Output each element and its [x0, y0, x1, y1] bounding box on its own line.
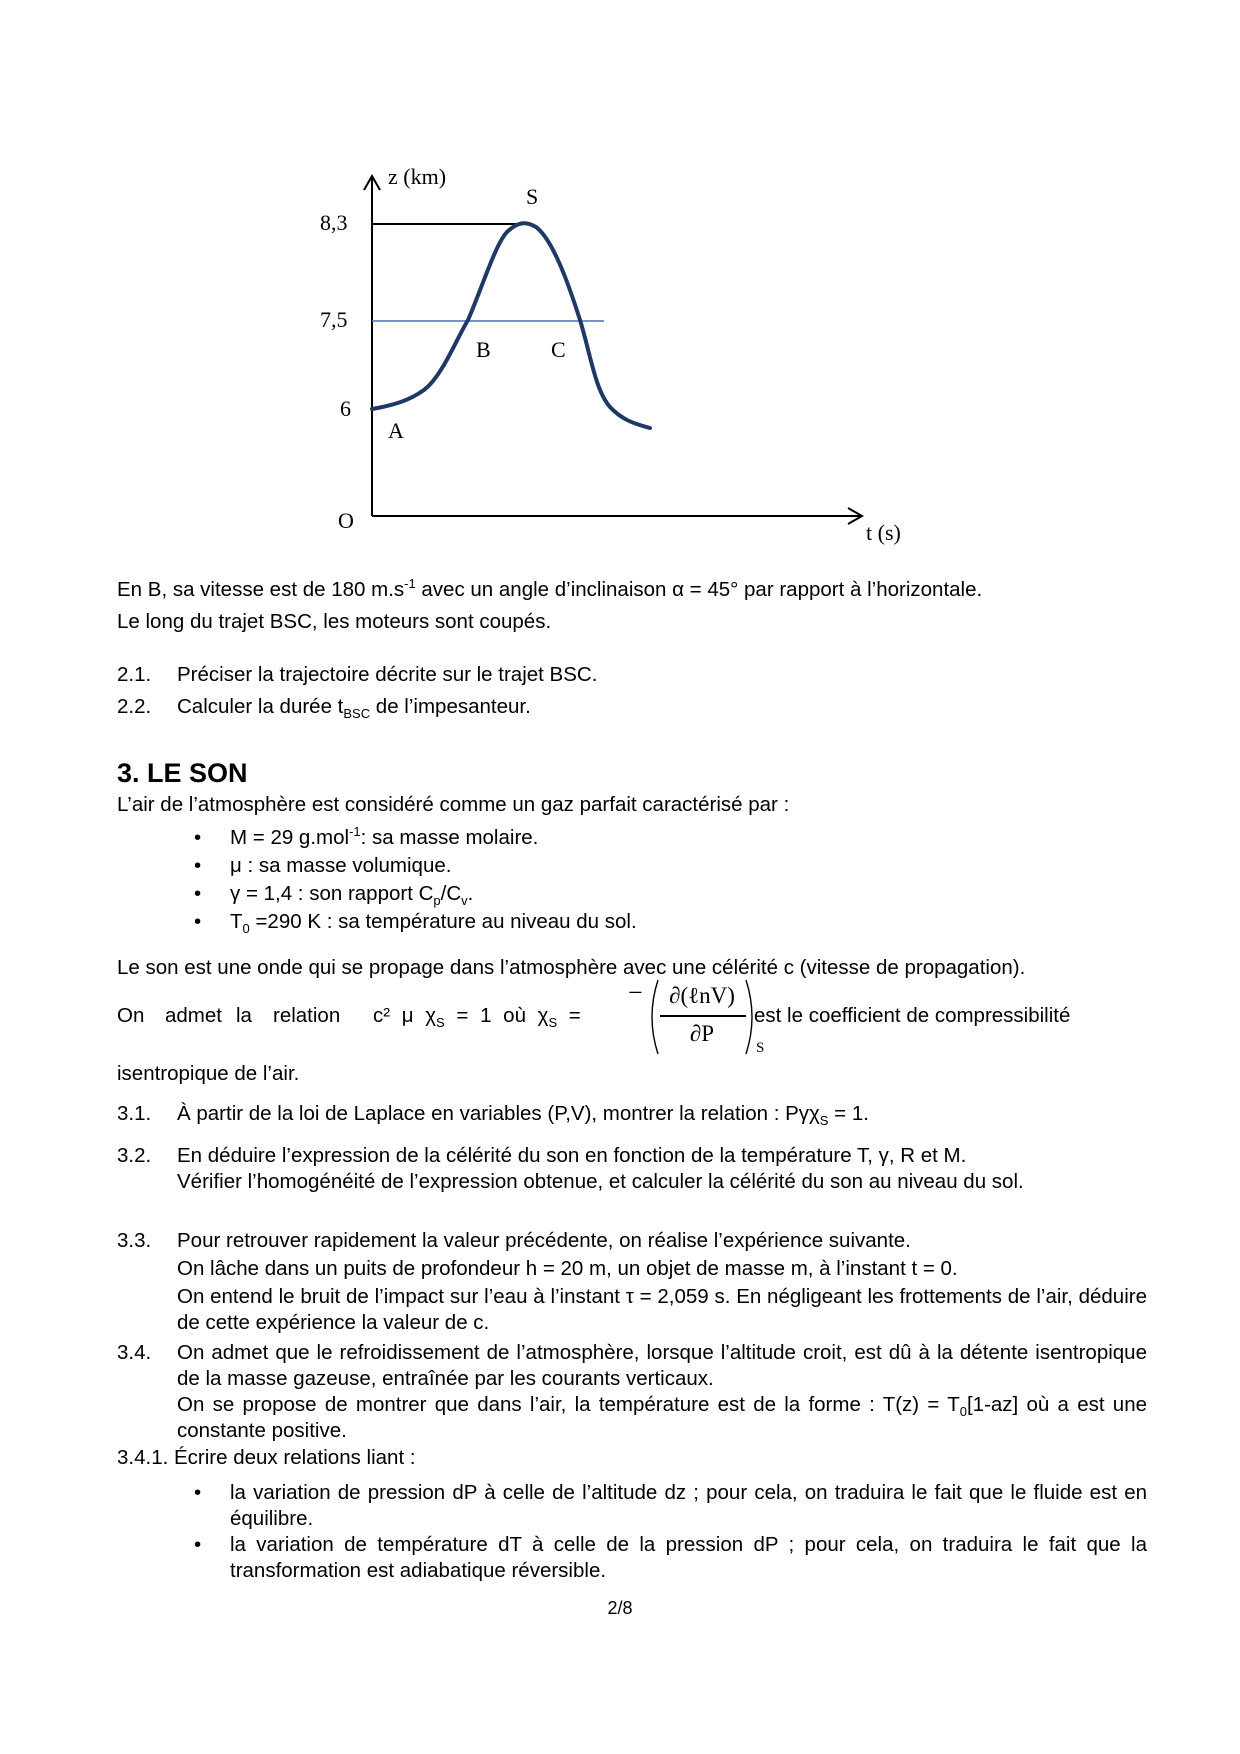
eq-subscript-s: S [756, 1040, 765, 1056]
q33-line-1: Pour retrouver rapidement la valeur précédente, on réalise l’expérience suivante. [177, 1229, 911, 1252]
eq-rel-b: = 1 où χ [444, 1004, 549, 1027]
q34-line-2-sub: 0 [959, 1404, 967, 1420]
q22-text [177, 694, 1147, 720]
q341-text: 3.4.1. Écrire deux relations liant : [117, 1446, 416, 1469]
intro-line-1-a: En B, sa vitesse est de 180 m.s [117, 578, 405, 601]
tick-8-3: 8,3 [320, 210, 348, 235]
tick-7-5: 7,5 [320, 307, 348, 332]
q34-line-2-b: [1-az] où a est une constante positive. [177, 1393, 1148, 1442]
q21-number: 2.1. [117, 663, 152, 686]
propagation-text: Le son est une onde qui se propage dans l’atmosphère avec une célérité c (vitesse de propagation). [117, 956, 1026, 979]
point-c-label: C [551, 337, 566, 362]
bullet-1-mark: • [194, 826, 202, 849]
q341-bullet-1-mark: • [194, 1481, 202, 1504]
section-3-intro: L’air de l’atmosphère est considéré comme un gaz parfait caractérisé par : [117, 793, 790, 816]
q31-a: À partir de la loi de Laplace en variables (P,V), montrer la relation : Pγχ [177, 1102, 820, 1125]
trajectory-curve [372, 223, 650, 428]
intro-line-1-sup: -1 [404, 576, 416, 592]
q32-line-2: Vérifier l’homogénéité de l’expression obtenue, et calculer la célérité du son au niveau du sol. [177, 1170, 1024, 1193]
eq-rel-sub: S [436, 1015, 445, 1031]
bullet-3-end: . [467, 882, 474, 905]
bullet-4-a: T [230, 910, 243, 933]
q32-number: 3.2. [117, 1144, 152, 1167]
x-axis-label: t (s) [866, 520, 901, 545]
tick-6: 6 [340, 396, 351, 421]
q34-line-1: On admet que le refroidissement de l’atmosphère, lorsque l’altitude croit, est dû à la détente isentropique de la masse gazeuse, entraînée par les courants verticaux. [177, 1341, 1147, 1390]
bullet-1-a: M = 29 g.mol [230, 826, 350, 849]
q341-bullet-2-mark: • [194, 1533, 202, 1556]
eq-rel-c: = [557, 1004, 581, 1027]
origin-label: O [338, 508, 354, 533]
q341-bullet-2-text: la variation de température dT à celle de la pression dP ; pour cela, on traduira le fait que la transformation est adiabatique réversible. [230, 1533, 1147, 1582]
bullet-1-b: : sa masse molaire. [360, 826, 539, 849]
q31-text [177, 1101, 1147, 1127]
q341-bullet-1-text: la variation de pression dP à celle de l’altitude dz ; pour cela, on traduira le fait que le fluide est en équilibre. [230, 1481, 1147, 1530]
bullet-1-text [230, 825, 1147, 851]
equation-row [117, 1003, 1147, 1037]
eq-rel-sub2: S [548, 1015, 558, 1031]
q22-sub: BSC [343, 706, 371, 722]
eq-next-line: isentropique de l’air. [117, 1062, 300, 1085]
q33-number: 3.3. [117, 1229, 152, 1252]
bullet-4-b: =290 K : sa température au niveau du sol. [249, 910, 637, 933]
section-3-title: 3. LE SON [117, 758, 248, 788]
bullet-3-mid: /C [440, 882, 462, 905]
eq-fraction-bar [660, 1015, 746, 1017]
q33-line-3: On entend le bruit de l’impact sur l’eau à l’instant τ = 2,059 s. En négligeant les frottements de l’air, déduire de cette expérience la valeur de c. [177, 1285, 1147, 1334]
bullet-1-sup: -1 [349, 824, 361, 840]
q34-line-2 [177, 1392, 1147, 1444]
page-number: 2/8 [607, 1598, 633, 1618]
bullet-3-text [230, 881, 1147, 907]
bullet-2-mark: • [194, 854, 202, 877]
bullet-4-sub: 0 [242, 921, 250, 937]
q21-text: Préciser la trajectoire décrite sur le trajet BSC. [177, 663, 598, 686]
bullet-2-text: μ : sa masse volumique. [230, 854, 452, 877]
eq-word-admet: admet [165, 1004, 222, 1027]
intro-line-1 [117, 577, 1147, 603]
point-s-label: S [526, 184, 539, 209]
y-axis-label: z (km) [388, 164, 447, 189]
eq-word-relation: relation [273, 1004, 341, 1027]
q31-sub: S [819, 1113, 829, 1129]
eq-word-on: On [117, 1004, 145, 1027]
eq-denominator: ∂P [689, 1021, 715, 1046]
eq-word-la: la [236, 1004, 252, 1027]
point-b-label: B [476, 337, 491, 362]
q34-number: 3.4. [117, 1341, 152, 1364]
eq-minus: − [628, 978, 643, 1007]
bullet-4-mark: • [194, 910, 202, 933]
q22-text-a: Calculer la durée t [177, 695, 344, 718]
bullet-3-mark: • [194, 882, 202, 905]
eq-numerator: ∂(ℓnV) [669, 983, 735, 1008]
eq-rel-a: c² μ χ [373, 1004, 437, 1027]
q32-line-1: En déduire l’expression de la célérité du son en fonction de la température T, γ, R et M. [177, 1144, 967, 1167]
q22-text-b: de l’impesanteur. [370, 695, 531, 718]
q33-line-2: On lâche dans un puits de profondeur h = 20 m, un objet de masse m, à l’instant t = 0. [177, 1257, 958, 1280]
q31-number: 3.1. [117, 1102, 152, 1125]
point-a-label: A [388, 418, 404, 443]
q31-b: = 1. [828, 1102, 869, 1125]
altitude-time-graph [300, 160, 920, 560]
bullet-4-text [230, 909, 1147, 935]
eq-relation [373, 1003, 581, 1029]
bullet-3-sub-p: p [433, 893, 441, 909]
eq-tail: est le coefficient de compressibilité [754, 1004, 1071, 1027]
bullet-3-a: γ = 1,4 : son rapport C [230, 882, 434, 905]
q22-number: 2.2. [117, 695, 152, 718]
q34-line-2-a: On se propose de montrer que dans l’air, la température est de la forme : T(z) = T [177, 1393, 960, 1416]
intro-line-2: Le long du trajet BSC, les moteurs sont coupés. [117, 610, 552, 633]
intro-line-1-b: avec un angle d’inclinaison α = 45° par rapport à l’horizontale. [415, 578, 983, 601]
bullet-3-sub-v: v [461, 893, 468, 909]
